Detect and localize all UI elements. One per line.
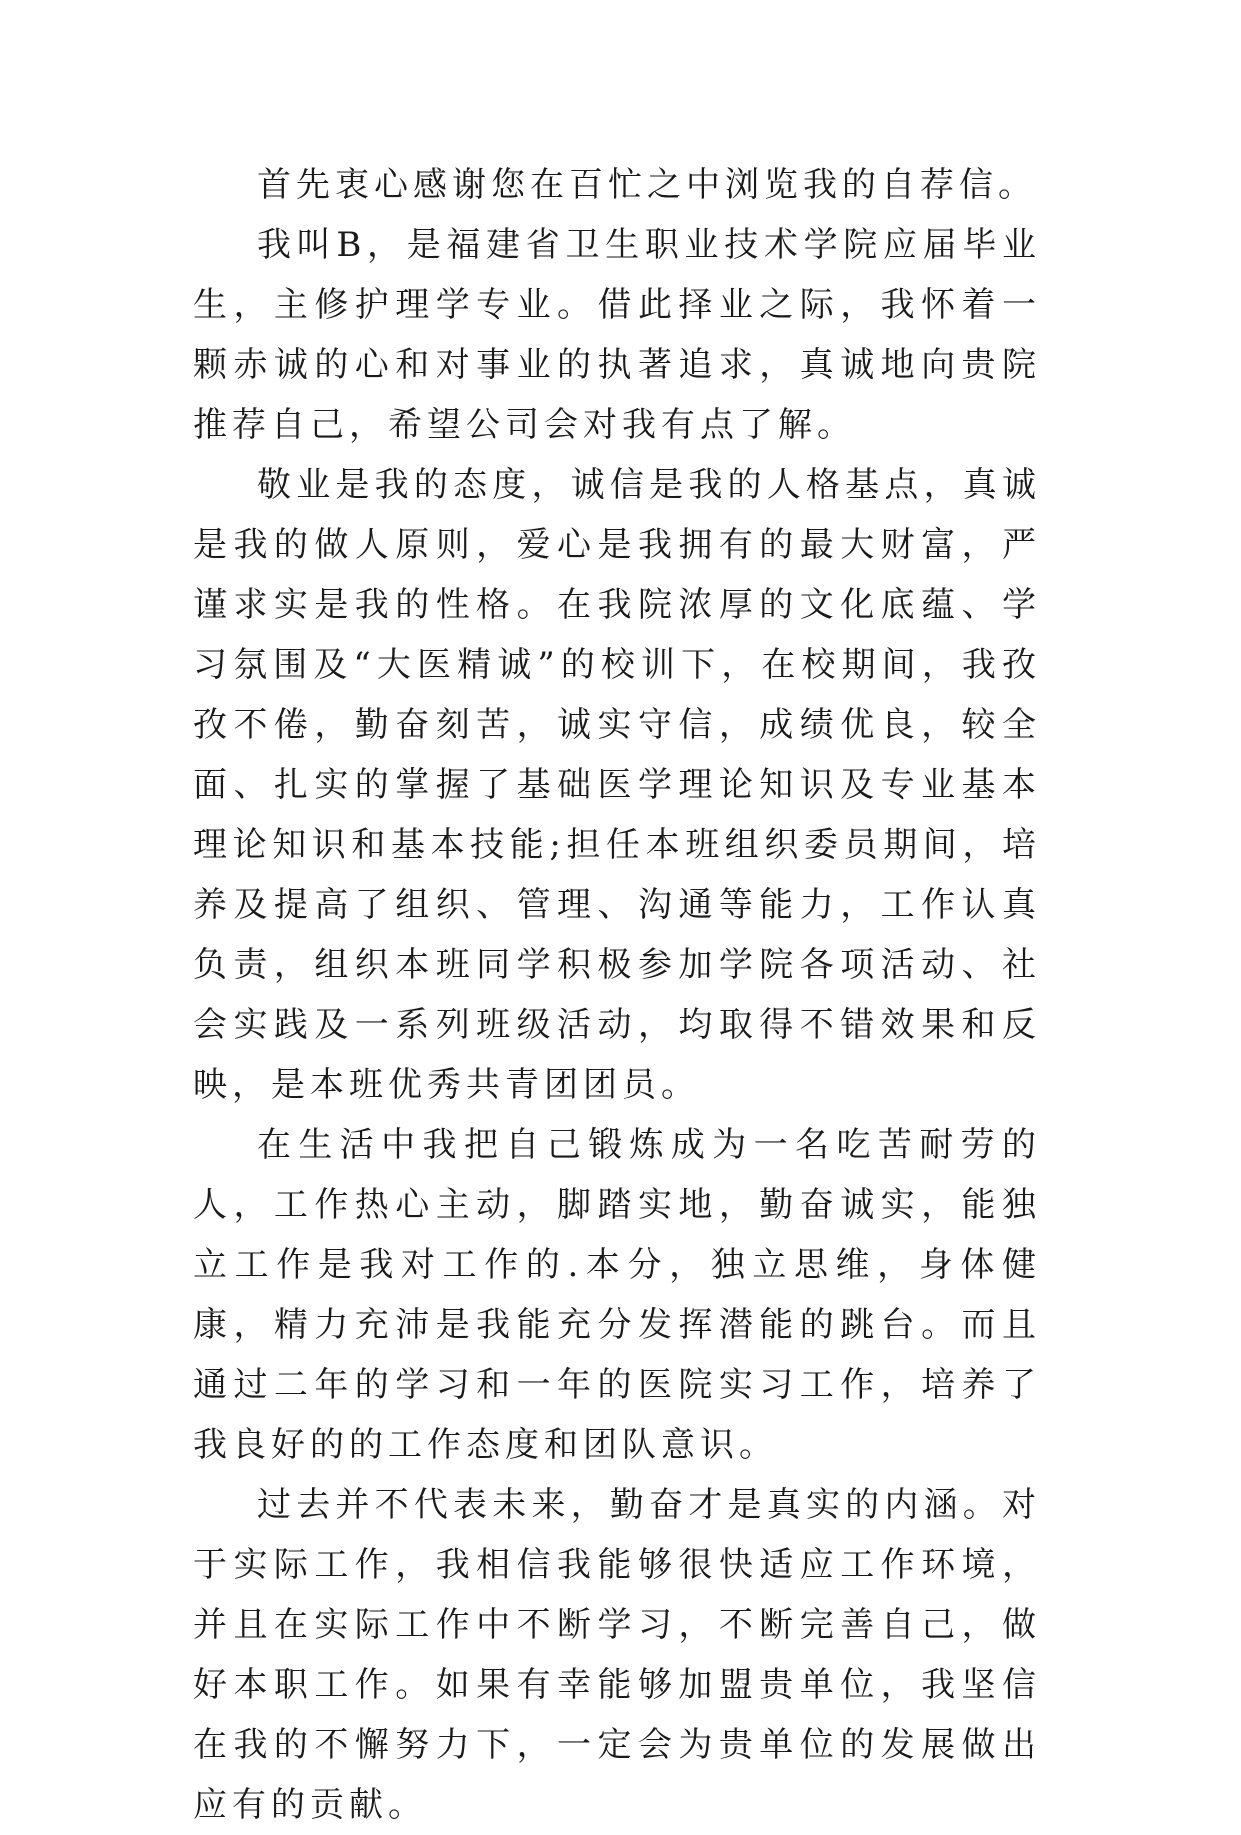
document-body [193,155,1041,1835]
paragraph-gratitude: 首先衷心感谢您在百忙之中浏览我的自荐信。 [257,165,1037,205]
paragraph-character: 敬业是我的态度，诚信是我的人格基点，真诚是我的做人原则，爱心是我拥有的最大财富，严谨求实是我的性格。在我院浓厚的文化底蕴、学习氛围及“大医精诚”的校训下，在校期间，我孜孜不倦，勤奋刻苦，诚实守信，成绩优良，较全面、扎实的掌握了基础医学理论知识及专业基本理论知识和基本技能;担任本班组织委员期间，培养及提高了组织、管理、沟通等能力，工作认真负责，组织本班同学积极参加学院各项活动、社会实践及一系列班级活动，均取得不错效果和反映，是本班优秀共青团团员。 [193,465,1041,1105]
paragraph-life: 在生活中我把自己锻炼成为一名吃苦耐劳的人，工作热心主动，脚踏实地，勤奋诚实，能独立工作是我对工作的.本分，独立思维，身体健康，精力充沛是我能充分发挥潜能的跳台。而且通过二年的学习和一年的医院实习工作，培养了我良好的的工作态度和团队意识。 [193,1125,1041,1465]
paragraph-future: 过去并不代表未来，勤奋才是真实的内涵。对于实际工作，我相信我能够很快适应工作环境，并且在实际工作中不断学习，不断完善自己，做好本职工作。如果有幸能够加盟贵单位，我坚信在我的不懈努力下，一定会为贵单位的发展做出应有的贡献。 [193,1485,1041,1825]
paragraph-introduction: 我叫B，是福建省卫生职业技术学院应届毕业生，主修护理学专业。借此择业之际，我怀着一颗赤诚的心和对事业的执著追求，真诚地向贵院推荐自己，希望公司会对我有点了解。 [193,225,1041,445]
